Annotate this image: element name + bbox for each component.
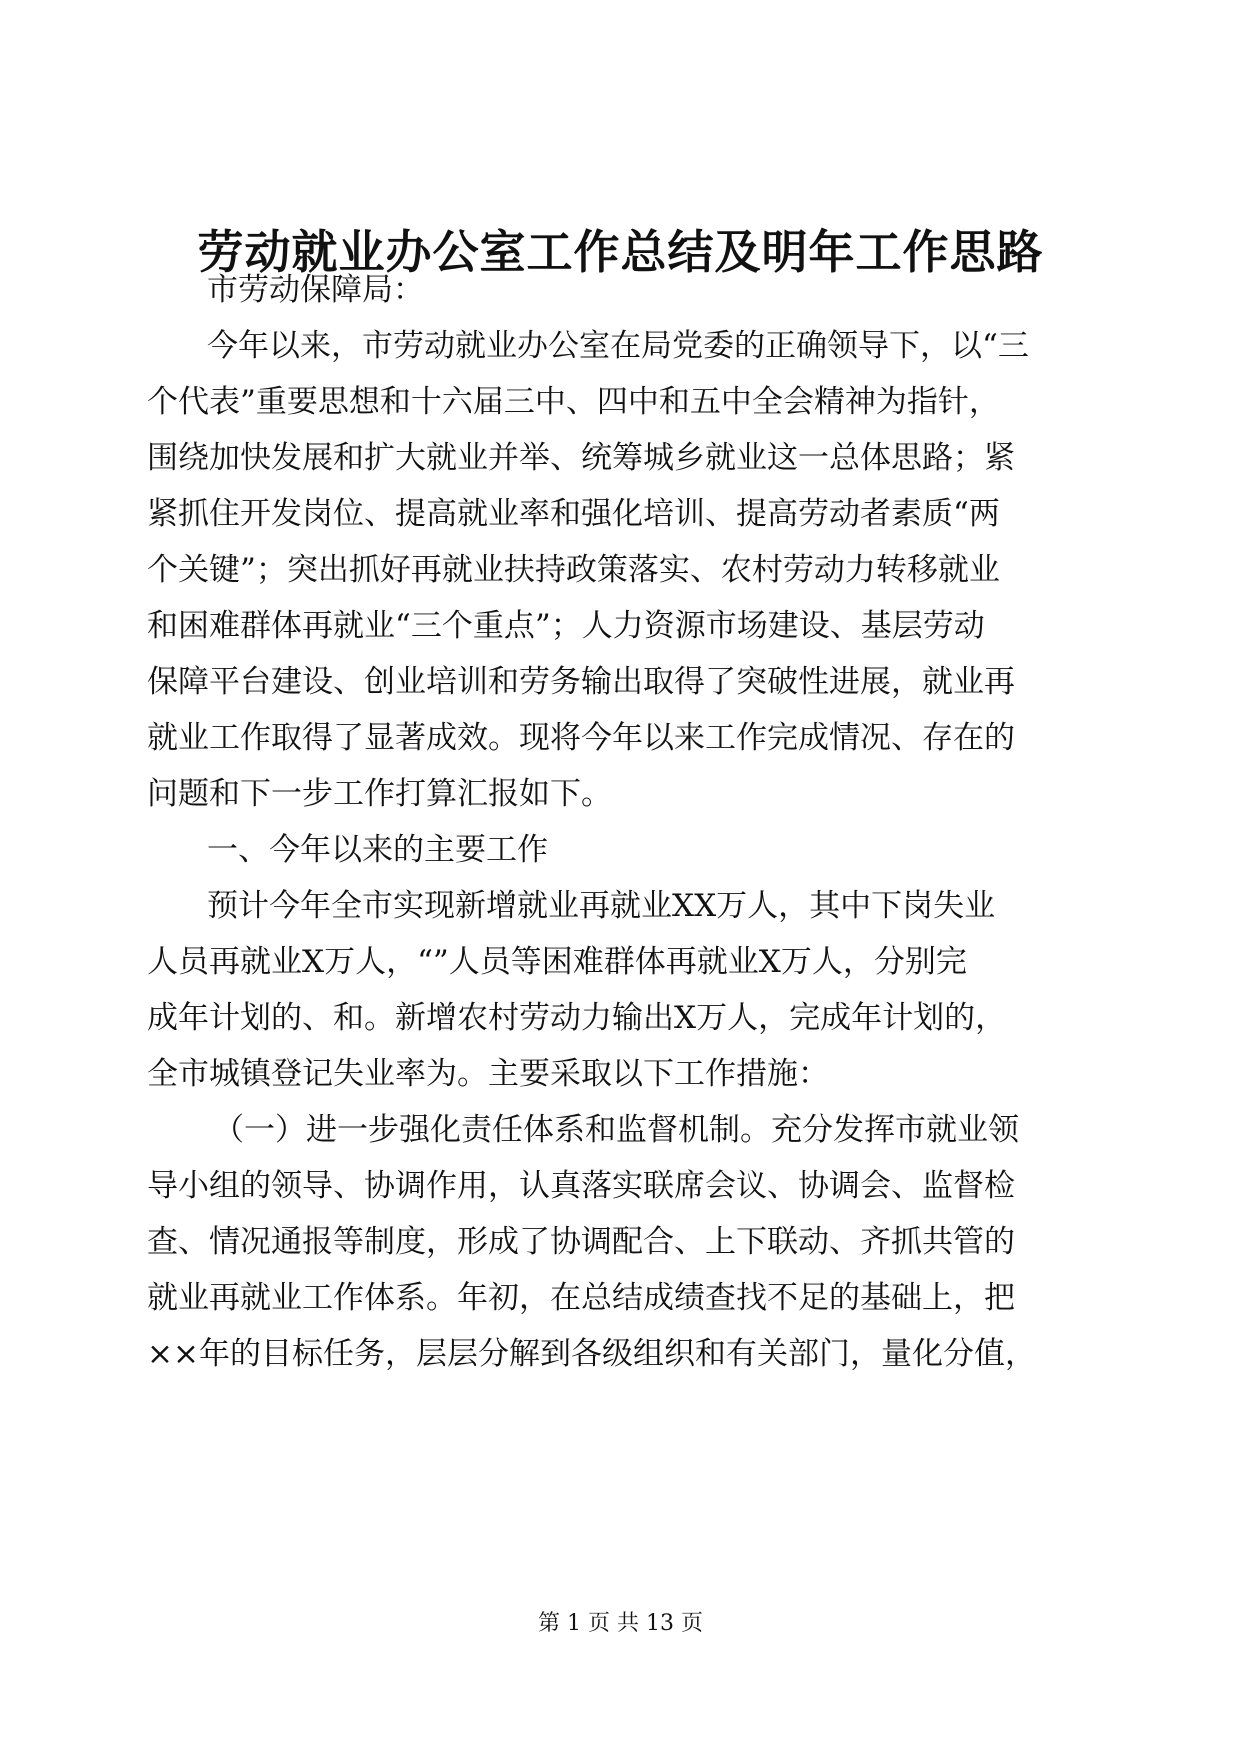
body-line: 个代表”重要思想和十六届三中、四中和五中全会精神为指针， (147, 384, 1000, 420)
body-line: 问题和下一步工作打算汇报如下。 (147, 776, 612, 812)
subsection-line: （一）进一步强化责任体系和监督机制。充分发挥市就业领 (213, 1112, 1019, 1148)
body-line: 今年以来，市劳动就业办公室在局党委的正确领导下，以“三 (207, 328, 1029, 364)
page-number-footer: 第 1 页 共 13 页 (538, 1611, 703, 1636)
body-line: 和困难群体再就业“三个重点”；人力资源市场建设、基层劳动 (147, 608, 985, 644)
body-line: 个关键”；突出抓好再就业扶持政策落实、农村劳动力转移就业 (147, 552, 1000, 588)
body-line: 查、情况通报等制度，形成了协调配合、上下联动、齐抓共管的 (147, 1224, 1015, 1260)
body-line: 导小组的领导、协调作用，认真落实联席会议、协调会、监督检 (147, 1168, 1015, 1204)
body-line: ××年的目标任务，层层分解到各级组织和有关部门，量化分值， (147, 1336, 1036, 1372)
body-line: 就业再就业工作体系。年初，在总结成绩查找不足的基础上，把 (147, 1280, 1015, 1316)
body-line: 就业工作取得了显著成效。现将今年以来工作完成情况、存在的 (147, 720, 1015, 756)
body-line: 全市城镇登记失业率为。主要采取以下工作措施： (147, 1056, 829, 1092)
body-line: 紧抓住开发岗位、提高就业率和强化培训、提高劳动者素质“两 (147, 496, 1000, 532)
body-line: 围绕加快发展和扩大就业并举、统筹城乡就业这一总体思路；紧 (147, 440, 1015, 476)
body-line: 人员再就业X万人，“”人员等困难群体再就业X万人，分别完 (147, 944, 967, 980)
body-line: 预计今年全市实现新增就业再就业XX万人，其中下岗失业 (207, 888, 996, 924)
salutation-line: 市劳动保障局： (207, 272, 424, 308)
section-heading: 一、今年以来的主要工作 (207, 832, 548, 868)
body-line: 成年计划的、和。新增农村劳动力输出X万人，完成年计划的， (147, 1000, 1007, 1036)
body-line: 保障平台建设、创业培训和劳务输出取得了突破性进展，就业再 (147, 664, 1015, 700)
document-title: 劳动就业办公室工作总结及明年工作思路 (197, 225, 1044, 279)
